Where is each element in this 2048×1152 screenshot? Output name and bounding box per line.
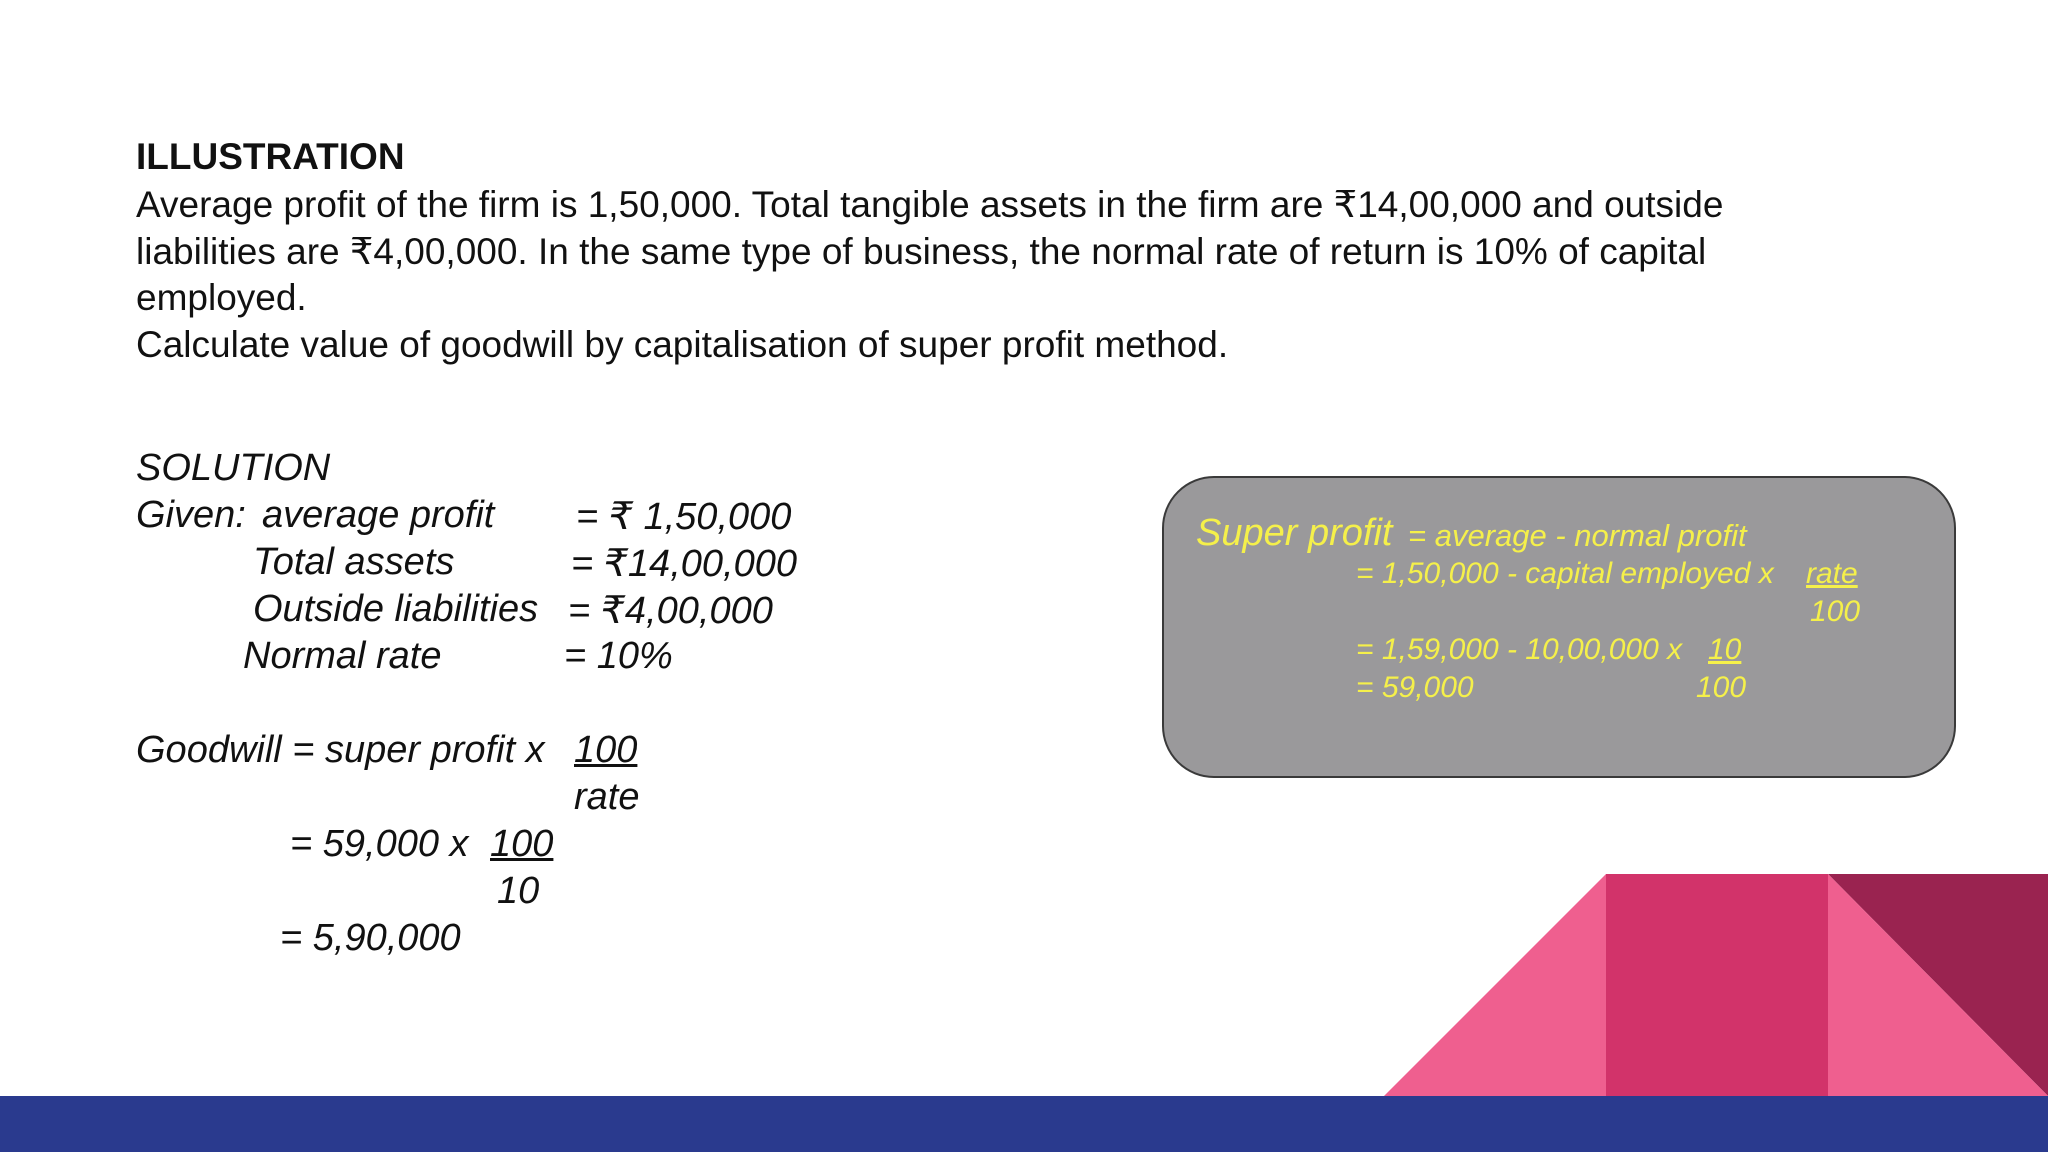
super-profit-line2-numerator: rate <box>1806 557 1858 590</box>
given-normal-rate-value: = 10% <box>564 635 673 677</box>
pink-square <box>1606 874 1828 1096</box>
given-outside-liabilities-value: = ₹4,00,000 <box>568 590 773 632</box>
given-label: Given: <box>136 494 246 536</box>
question-line-2: liabilities are ₹4,00,000. In the same type of business, the normal rate of return is 10% of capital <box>136 231 1707 272</box>
super-profit-line2: = 1,50,000 - capital employed x <box>1356 557 1774 590</box>
given-average-profit-value: = ₹ 1,50,000 <box>576 496 792 538</box>
given-outside-liabilities-label: Outside liabilities <box>253 588 539 630</box>
given-total-assets-value: = ₹14,00,000 <box>571 543 797 585</box>
super-profit-line4-denominator: 100 <box>1696 671 1747 704</box>
goodwill-step1-numerator: 100 <box>490 823 554 865</box>
super-profit-line3: = 1,59,000 - 10,00,000 x <box>1356 633 1683 666</box>
goodwill-result: = 5,90,000 <box>280 917 461 959</box>
solution-title: SOLUTION <box>136 447 331 489</box>
super-profit-formula: = average - normal profit <box>1408 518 1747 553</box>
super-profit-line2-denominator: 100 <box>1810 595 1861 628</box>
illustration-heading: ILLUSTRATION <box>136 136 405 177</box>
goodwill-numerator: 100 <box>574 729 638 771</box>
question-line-1: Average profit of the firm is 1,50,000. Total tangible assets in the firm are ₹14,00,000 and outside <box>136 184 1724 225</box>
bottom-bar <box>0 1096 2048 1152</box>
goodwill-step1: = 59,000 x <box>290 823 469 865</box>
goodwill-step1-denominator: 10 <box>497 870 540 912</box>
super-profit-title: Super profit <box>1196 512 1393 554</box>
given-normal-rate-label: Normal rate <box>243 635 442 677</box>
given-average-profit-label: average profit <box>262 494 495 536</box>
goodwill-denominator: rate <box>574 776 640 818</box>
given-total-assets-label: Total assets <box>253 541 455 583</box>
question-line-3: employed. <box>136 277 307 318</box>
super-profit-line4: = 59,000 <box>1356 671 1474 704</box>
super-profit-line3-numerator: 10 <box>1708 633 1742 666</box>
question-line-4: Calculate value of goodwill by capitalisation of super profit method. <box>136 324 1229 365</box>
pink-triangle-left <box>1384 874 1606 1096</box>
goodwill-formula: Goodwill = super profit x <box>136 729 545 771</box>
